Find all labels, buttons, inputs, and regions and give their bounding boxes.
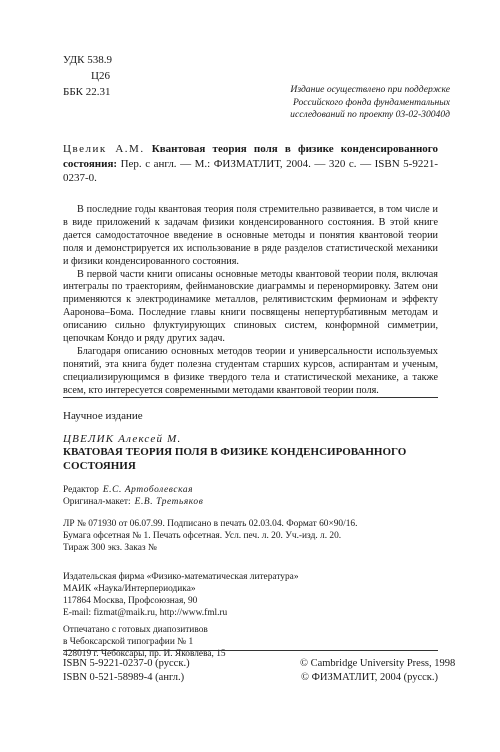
isbn-block xyxy=(63,657,190,685)
editors-block xyxy=(63,484,203,508)
copyright-cup: © Cambridge University Press, 1998 xyxy=(300,658,456,669)
print-line: Бумага офсетная № 1. Печать офсетная. Усл. печ. л. 20. Уч.-изд. л. 20. xyxy=(63,531,342,541)
publisher-info xyxy=(63,571,299,619)
biblio-details: Пер. с англ. — М.: ФИЗМАТЛИТ, 2004. — 320 с. — ISBN 5-9221-0237-0. xyxy=(63,157,439,184)
editor-name: Е.С. Артоболевская xyxy=(102,485,194,495)
annotation xyxy=(63,204,438,398)
editor-line xyxy=(63,484,203,496)
annotation-paragraph: В последние годы квантовая теория поля стремительно развивается, в том числе и в виде приложений к задачам физики конденсированного состояния. В этой книге дается самодостаточное введение в основные методы и понятия квантовой теории поля и демонстрируется их использование в ряде разделов статистической механики и физики конденсированного состояния. xyxy=(63,204,438,267)
publisher-line: E-mail: fizmat@maik.ru, http://www.fml.ru xyxy=(63,608,228,618)
bbk-code: ББК 22.31 xyxy=(63,86,111,98)
bibliographic-record xyxy=(63,142,438,186)
annotation-paragraph: В первой части книги описаны основные методы квантовой теории поля, включая интегралы по траекториям, фейнмановские диаграммы и перенормировку. Затем они применяются к электродинамике металлов, релятивистским фермионам и эффекту Ааронова–Бома. Последние главы книги посвящены непертурбативным методам и описанию сильно флуктуирующих спиновых систем, конформной симметрии, цепочкам Кондо и ряду других задач. xyxy=(63,268,438,345)
copyright-block xyxy=(300,657,456,685)
support-note: Издание осуществлено при поддержке Российского фонда фундаментальных исследований по проекту 03-02-30040д xyxy=(290,84,450,120)
book-title: КВАТОВАЯ ТЕОРИЯ ПОЛЯ В ФИЗИКЕ КОНДЕНСИРОВАННОГО СОСТОЯНИЯ xyxy=(63,446,407,472)
editor-label: Редактор xyxy=(63,485,99,495)
copyright-fml: © ФИЗМАТЛИТ, 2004 (русск.) xyxy=(301,672,438,683)
print-info xyxy=(63,518,357,554)
layout-name: Е.В. Третьяков xyxy=(134,497,204,507)
publisher-line: МАИК «Наука/Интерпериодика» xyxy=(63,584,196,594)
printer-info xyxy=(63,624,226,660)
udk-code: УДК 538.9 xyxy=(63,54,113,66)
layout-line xyxy=(63,496,203,508)
biblio-author: Цвелик А.М. xyxy=(63,143,145,155)
printer-line: в Чебоксарской типографии № 1 xyxy=(63,637,194,647)
publisher-line: 117864 Москва, Профсоюзная, 90 xyxy=(63,596,198,606)
print-line: ЛР № 071930 от 06.07.99. Подписано в печать 02.03.04. Формат 60×90/16. xyxy=(63,519,358,529)
author-mark: Ц26 xyxy=(91,70,110,82)
classification-codes xyxy=(63,52,112,100)
divider xyxy=(63,397,438,398)
isbn-russian: ISBN 5-9221-0237-0 (русск.) xyxy=(63,658,190,669)
printer-line: Отпечатано с готовых диапозитивов xyxy=(63,625,208,635)
printer-line: 428019 г. Чебоксары, пр. И. Яковлева, 15 xyxy=(63,649,226,659)
annotation-paragraph: Благодаря описанию основных методов теории и универсальности используемых понятий, эта книга будет полезна студентам старших курсов, аспирантам и ученым, специализирующимся в физике твердого тела и статистической механике, а также всем, кто интересуется современными методами квантовой теории поля. xyxy=(63,345,438,396)
isbn-english: ISBN 0-521-58989-4 (англ.) xyxy=(63,672,185,683)
layout-label: Оригинал-макет: xyxy=(63,497,131,507)
divider xyxy=(63,650,438,651)
biblio-title: Квантовая теория поля в физике конденсированного состояния: xyxy=(63,143,439,170)
print-line: Тираж 300 экз. Заказ № xyxy=(63,543,157,553)
publisher-line: Издательская фирма «Физико-математическая литература» xyxy=(63,572,299,582)
author-full-name: ЦВЕЛИК Алексей М. xyxy=(63,433,182,445)
edition-kind: Научное издание xyxy=(63,410,143,422)
